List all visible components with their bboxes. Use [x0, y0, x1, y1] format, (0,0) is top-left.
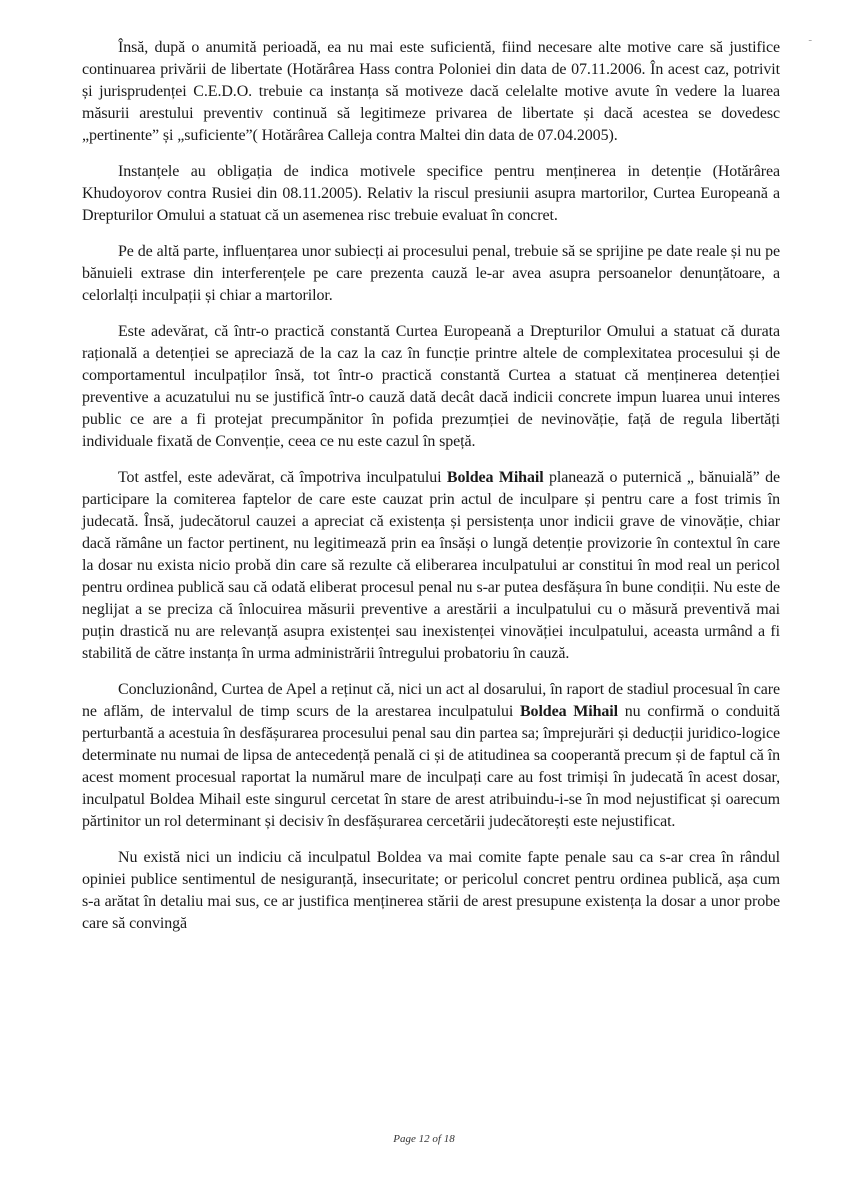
- paragraph-4: [82, 321, 780, 453]
- paragraph-5: [82, 467, 780, 665]
- defendant-name: Boldea Mihail: [519, 703, 618, 720]
- paragraph-text: Instanțele au obligația de indica motivele specifice pentru menținerea in detenție (Hotărârea Khudoyorov contra Rusiei din 08.11.2005). Relativ la riscul presiunii asupra martorilor, Curtea Europeană a Drepturilor Omului a statuat că un asemenea risc trebuie evaluat în concret.: [82, 163, 780, 224]
- defendant-name: Boldea Mihail: [446, 469, 544, 486]
- paragraph-2: [82, 161, 780, 227]
- paragraph-text-after: nu confirmă o conduită perturbantă a acestuia în desfășurarea procesului penal sau din partea sa; împrejurări și deducții juridico-logice determinate nu numai de lipsa de antecedență penală ci și de atitudinea sa cooperantă precum și de faptul că în acest moment procesual raportat la numărul mare de inculpați care au fost trimiși în judecată în acest dosar, inculpatul Boldea Mihail este singurul cercetat în stare de arest atribuindu-i-se în mod nejustificat și oarecum părtinitor un rol determinant și decisiv în desfășurarea cercetării judecătorești este nejustificat.: [82, 703, 780, 830]
- corner-mark: -: [808, 34, 812, 46]
- paragraph-text: Este adevărat, că într-o practică constantă Curtea Europeană a Drepturilor Omului a statuat că durata rațională a detenției se apreciază de la caz la caz în funcție printre altele de complexitatea procesului și de comportamentul inculpaților însă, tot într-o practică constantă Curtea a statuat că menținerea detenției preventive a acuzatului nu se justifică într-o cauză dată decât dacă indicii concrete impun luarea unui interes public ce are a fi protejat precumpănitor în pofida prezumției de nevinovăție, față de regula libertăți individuale fixată de Convenție, ceea ce nu este cazul în speță.: [82, 323, 780, 450]
- paragraph-text-after: planează o puternică „ bănuială” de participare la comiterea faptelor de care este cauzat prin actul de inculpare și pentru care a fost trimis în judecată. Însă, judecătorul cauzei a apreciat că existența și persistența unor indicii grave de vinovăție, chiar dacă rămâne un factor pertinent, nu legitimează prin ea însăși o lungă detenție provizorie în contextul în care la dosar nu exista nicio probă din care să rezulte că eliberarea inculpatului ar constitui în mod real un pericol pentru ordinea publică sau că odată eliberat procesul penal nu s-ar putea desfășura în bune condiții. Nu este de neglijat a se preciza că înlocuirea măsurii preventive a arestării a inculpatului cu o măsură preventivă mai puțin drastică nu are relevanță asupra existenței sau inexistenței vinovăției inculpatului, aceasta urmând a fi stabilită de către instanța în urma administrării întregului probatoriu în cauză.: [82, 469, 780, 662]
- paragraph-text-before: Tot astfel, este adevărat, că împotriva inculpatului: [118, 469, 447, 486]
- paragraph-text-before: Concluzionând, Curtea de Apel a reținut că, nici un act al dosarului, în raport de stadiul procesual în care ne aflăm, de intervalul de timp scurs de la arestarea inculpatului: [82, 681, 780, 720]
- paragraph-text: Însă, după o anumită perioadă, ea nu mai este suficientă, fiind necesare alte motive care să justifice continuarea privării de libertate (Hotărârea Hass contra Poloniei din data de 07.11.2006. În acest caz, potrivit și jurisprudenței C.E.D.O. trebuie ca instanța să motiveze dacă celelalte motive avute în vedere la luarea măsurii arestului preventiv continuă să legitimeze privarea de libertate și dacă acestea se dovedesc „pertinente” și „suficiente”( Hotărârea Calleja contra Maltei din data de 07.04.2005).: [82, 39, 780, 144]
- paragraph-text: Pe de altă parte, influențarea unor subiecți ai procesului penal, trebuie să se sprijine pe date reale și nu pe bănuieli extrase din interferențele pe care prezenta cauză le-ar avea asupra persoanelor denunțătoare, a celorlalți inculpații și chiar a martorilor.: [82, 243, 780, 304]
- paragraph-6: [82, 679, 780, 833]
- paragraph-text: Nu există nici un indiciu că inculpatul Boldea va mai comite fapte penale sau ca s-ar crea în rândul opiniei publice sentimentul de nesiguranță, insecuritate; or pericolul concret pentru ordinea publică, așa cum s-a arătat în detaliu mai sus, ce ar justifica menținerea stării de arest presupune existența la dosar a unor probe care să convingă: [82, 849, 780, 932]
- page-number: Page 12 of 18: [393, 1133, 455, 1145]
- paragraph-7: [82, 847, 780, 935]
- document-body: [82, 37, 780, 949]
- paragraph-3: [82, 241, 780, 307]
- paragraph-1: [82, 37, 780, 147]
